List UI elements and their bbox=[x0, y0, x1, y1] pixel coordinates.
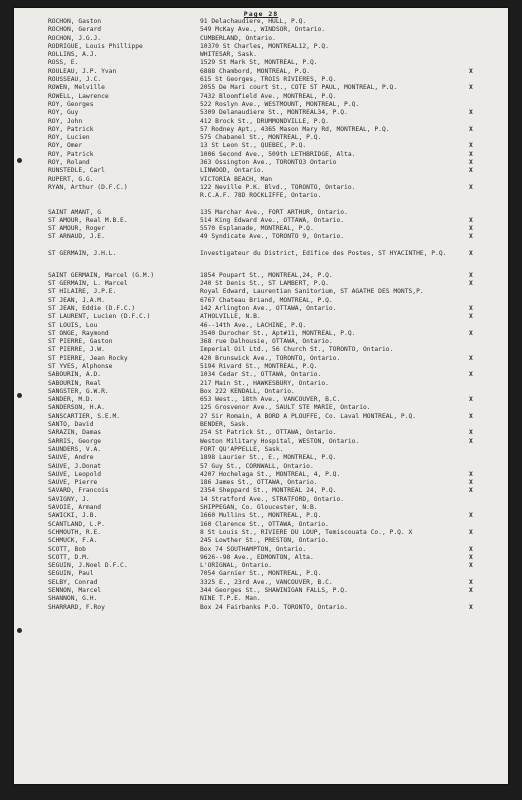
entry-address: LINWOOD, Ontario. bbox=[200, 167, 265, 175]
entry-address: NINE T.P.E. Man. bbox=[200, 595, 261, 603]
list-item bbox=[14, 322, 508, 330]
entry-name: ST PIERRE, J.W. bbox=[48, 346, 105, 354]
list-item bbox=[14, 134, 508, 142]
entry-address: 2354 Sheppard St., MONTREAL 24, P.Q. bbox=[200, 487, 337, 495]
entry-address: 6767 Chateau Briand, MONTREAL, P.Q. bbox=[200, 296, 333, 304]
list-item bbox=[14, 396, 508, 404]
list-item bbox=[14, 280, 508, 288]
entry-list bbox=[14, 18, 508, 612]
list-item bbox=[14, 126, 508, 134]
list-item bbox=[14, 521, 508, 529]
entry-name: SAVIGNY, J. bbox=[48, 495, 90, 503]
entry-name: ROCHON, J.G.J. bbox=[48, 34, 102, 42]
entry-address: 135 Marchar Ave., FORT ARTHUR, Ontario. bbox=[200, 208, 348, 216]
entry-address: 344 Georges St., SHAWINIGAN FALLS, P.Q. bbox=[200, 587, 348, 594]
entry-mark: X bbox=[469, 216, 473, 224]
entry-name: ROY, John bbox=[48, 117, 83, 125]
list-item bbox=[14, 421, 508, 429]
entry-address: 514 King Edward Ave., OTTAWA, Ontario. bbox=[200, 216, 345, 224]
list-item bbox=[14, 18, 508, 26]
entry-mark: X bbox=[469, 562, 473, 570]
entry-name: SARAZIN, Damas bbox=[48, 429, 102, 437]
entry-address: 122 Neville P.K. Blvd., TORONTO, Ontario. bbox=[200, 183, 356, 191]
entry-mark: X bbox=[469, 125, 473, 133]
entry-name: SABOURIN, Real bbox=[48, 379, 102, 387]
list-item bbox=[14, 288, 508, 296]
list-item bbox=[14, 338, 508, 346]
list-item bbox=[14, 487, 508, 495]
entry-name: ROSS, E. bbox=[48, 59, 79, 67]
entry-name: ROY, Guy bbox=[48, 109, 79, 117]
entry-address: 3325 E., 23rd Ave., VANCOUVER, B.C. bbox=[200, 578, 333, 586]
list-item bbox=[14, 184, 508, 192]
entry-name: ROCHON, Gaston bbox=[48, 18, 102, 25]
list-item bbox=[14, 43, 508, 51]
entry-name: ST JEAN, J.A.M. bbox=[48, 296, 105, 304]
entry-name: SAWICKI, J.B. bbox=[48, 512, 98, 520]
entry-mark: X bbox=[469, 329, 473, 337]
entry-address: VICTORIA BEACH, Man bbox=[200, 175, 273, 183]
list-item bbox=[14, 176, 508, 184]
list-item bbox=[14, 380, 508, 388]
entry-mark: X bbox=[469, 578, 473, 586]
entry-name: ST AMOUR, Roger bbox=[48, 225, 105, 233]
list-item bbox=[14, 463, 508, 471]
entry-address: BENDER, Sask. bbox=[200, 421, 250, 429]
entry-mark: X bbox=[469, 412, 473, 420]
list-item bbox=[14, 330, 508, 338]
entry-name: SEGUIN, J.Noel D.F.C. bbox=[48, 562, 128, 570]
document-page bbox=[14, 8, 508, 784]
entry-name: SAUVE, J.Donat bbox=[48, 462, 102, 470]
entry-address: 368 rue Dalhousie, OTTAWA, Ontario. bbox=[200, 338, 333, 346]
entry-name: ROY, Omer bbox=[48, 142, 83, 150]
entry-name: SANDER, M.D. bbox=[48, 396, 94, 404]
entry-mark: X bbox=[469, 249, 473, 257]
entry-address: ATHOLVILLE, N.B. bbox=[200, 313, 261, 321]
list-item bbox=[14, 118, 508, 126]
entry-mark: X bbox=[469, 512, 473, 520]
entry-address: 420 Brunswick Ave., TORONTO, Ontario. bbox=[200, 354, 341, 362]
entry-mark: X bbox=[469, 109, 473, 117]
entry-mark: X bbox=[469, 233, 473, 241]
list-item bbox=[14, 404, 508, 412]
list-item bbox=[14, 313, 508, 321]
list-item bbox=[14, 604, 508, 612]
entry-address: SHIPPEGAN, Co. Gloucester, N.B. bbox=[200, 504, 318, 512]
list-item bbox=[14, 529, 508, 537]
entry-address: 142 Arlington Ave., OTTAWA, Ontario. bbox=[200, 304, 337, 312]
list-item bbox=[14, 446, 508, 454]
entry-address: R.C.A.F. 78D ROCKLIFFE, Ontario. bbox=[200, 192, 322, 200]
entry-address: 412 Brock St., DRUMMONDVILLE, P.Q. bbox=[200, 117, 329, 125]
entry-name: SABOURIN, A.D. bbox=[48, 371, 102, 379]
entry-name: SAVARD, Francois bbox=[48, 487, 109, 495]
list-item bbox=[14, 35, 508, 43]
entry-mark: X bbox=[469, 545, 473, 553]
entry-mark: X bbox=[469, 150, 473, 158]
entry-address: 1854 Poupart St., MONTREAL,24, P.Q. bbox=[200, 271, 333, 279]
entry-name: ROY, Patrick bbox=[48, 150, 94, 158]
entry-name: SAINT AMANT, G bbox=[48, 208, 102, 216]
entry-address: 4207 Hochelaga St., MONTREAL, 4, P.Q. bbox=[200, 470, 341, 478]
entry-address: 57 Rodney Apt., 4365 Mason Mary Rd, MONTREAL, P.Q. bbox=[200, 125, 390, 133]
entry-address: 125 Grosvenor Ave., SAULT STE MARIE, Ontario. bbox=[200, 404, 371, 412]
list-item bbox=[14, 272, 508, 280]
entry-address: 7054 Garnier St., MONTREAL, P.Q. bbox=[200, 570, 322, 578]
entry-name: SCOTT, D.M. bbox=[48, 553, 90, 561]
entry-address: CUMBERLAND, Ontario. bbox=[200, 34, 276, 42]
entry-name: SAUVE, Pierre bbox=[48, 479, 98, 487]
entry-address: 217 Main St., HAWKESBURY, Ontario. bbox=[200, 379, 329, 387]
list-item bbox=[14, 471, 508, 479]
entry-name: ST LAURENT, Lucien (D.F.C.) bbox=[48, 313, 151, 321]
entry-address: 1006 Second Ave., 509th LETHBRIDGE, Alta. bbox=[200, 150, 356, 158]
entry-address: 1529 St Mark St, MONTREAL, P.Q. bbox=[200, 59, 318, 67]
list-item bbox=[14, 26, 508, 34]
entry-address: 10370 St Charles, MONTREAL12, P.Q. bbox=[200, 42, 329, 50]
list-item bbox=[14, 454, 508, 462]
list-item bbox=[14, 51, 508, 59]
entry-address: 615 St Georges, TROIS RIVIERES, P.Q. bbox=[200, 76, 337, 84]
entry-name: ST PIERRE, Jean Rocky bbox=[48, 354, 128, 362]
list-item bbox=[14, 438, 508, 446]
entry-name: ROULEAU, J.P. Yvan bbox=[48, 67, 117, 75]
list-item bbox=[14, 355, 508, 363]
entry-name: ST ONGE, Raymond bbox=[48, 329, 109, 337]
entry-name: SAINT GERMAIN, Marcel (G.M.) bbox=[48, 271, 155, 279]
entry-mark: X bbox=[469, 603, 473, 611]
entry-name: ST AMOUR, Real M.B.E. bbox=[48, 216, 128, 224]
entry-name: ROY, Lucien bbox=[48, 134, 90, 142]
list-item bbox=[14, 59, 508, 67]
list-item bbox=[14, 429, 508, 437]
entry-address: 575 Chabanel St., MONTREAL, P.Q. bbox=[200, 134, 322, 142]
entry-mark: X bbox=[469, 159, 473, 167]
entry-address: 7432 Bloomfield Ave., MONTREAL, P.Q. bbox=[200, 92, 337, 100]
entry-name: ST HILAIRE, J.P.E. bbox=[48, 288, 117, 296]
entry-mark: X bbox=[469, 553, 473, 561]
list-item bbox=[14, 587, 508, 595]
entry-name: RUNSTEDLE, Carl bbox=[48, 167, 105, 175]
entry-name: SANSCARTIER, S.E.M. bbox=[48, 412, 121, 420]
entry-address: WHITESAR, Sask. bbox=[200, 51, 257, 59]
entry-name: ROWELL, Lawrence bbox=[48, 92, 109, 100]
list-item bbox=[14, 371, 508, 379]
list-item bbox=[14, 217, 508, 225]
entry-address: Box 222 KENDALL, Ontario. bbox=[200, 387, 295, 395]
list-item bbox=[14, 537, 508, 545]
entry-address: 5194 Rivard St., MONTREAL, P.Q. bbox=[200, 362, 318, 370]
entry-name: SEGUIN, Paul bbox=[48, 570, 94, 578]
list-item bbox=[14, 496, 508, 504]
list-item bbox=[14, 305, 508, 313]
entry-address: 254 St Patrick St., OTTAWA, Ontario. bbox=[200, 429, 337, 437]
entry-address: 549 McKay Ave., WINDSOR, Ontario. bbox=[200, 26, 326, 34]
entry-name: ROWEN, Melville bbox=[48, 84, 105, 92]
entry-address: Box 74 SOUTHAMPTON, Ontario. bbox=[200, 545, 307, 553]
entry-mark: X bbox=[469, 271, 473, 279]
entry-address: 5309 Delanaudiere St., MONTREAL34, P.Q. bbox=[200, 109, 348, 117]
list-item bbox=[14, 225, 508, 233]
entry-name: ST YVES, Alphonse bbox=[48, 362, 113, 370]
entry-address: 160 Clarence St., OTTAWA, Ontario. bbox=[200, 520, 329, 528]
entry-mark: X bbox=[469, 479, 473, 487]
entry-name: SHARRARD, F.Roy bbox=[48, 603, 105, 611]
list-item bbox=[14, 109, 508, 117]
punch-hole bbox=[17, 628, 22, 633]
entry-address: 1660 Mullins St., MONTREAL, P.Q. bbox=[200, 512, 322, 520]
entry-address: 1898 Laurier St., E., MONTREAL, P.Q. bbox=[200, 454, 337, 462]
list-item bbox=[14, 76, 508, 84]
entry-mark: X bbox=[469, 396, 473, 404]
list-item bbox=[14, 233, 508, 241]
entry-name: ROCHON, Gerard bbox=[48, 26, 102, 34]
list-item bbox=[14, 388, 508, 396]
entry-address: 363 Ossington Ave., TORONTO3 Ontario bbox=[200, 159, 337, 167]
entry-name: SANGSTER, G.W.R. bbox=[48, 387, 109, 395]
entry-name: SAUNDERS, V.A. bbox=[48, 445, 102, 453]
entry-mark: X bbox=[469, 587, 473, 594]
entry-mark: X bbox=[469, 429, 473, 437]
entry-address: FORT QU'APPELLE, Sask. bbox=[200, 445, 284, 453]
page-number: Page 28 bbox=[243, 10, 279, 18]
entry-address: L'ORIGNAL, Ontario. bbox=[200, 562, 273, 570]
list-item bbox=[14, 554, 508, 562]
entry-address: Investigateur du District, Edifice des Postes, ST HYACINTHE, P.Q. bbox=[200, 249, 447, 257]
entry-address: 91 Delachaudiere, HULL, P.Q. bbox=[200, 18, 307, 25]
entry-name: ROLLINS, A.J. bbox=[48, 51, 98, 59]
entry-name: ST LOUIS, Lou bbox=[48, 321, 98, 329]
entry-address: 653 West., 18th Ave., VANCOUVER, B.C. bbox=[200, 396, 341, 404]
entry-address: 1034 Cedar St., OTTAWA, Ontario. bbox=[200, 371, 322, 379]
entry-mark: X bbox=[469, 67, 473, 75]
entry-mark: X bbox=[469, 371, 473, 379]
list-item bbox=[14, 570, 508, 578]
entry-mark: X bbox=[469, 437, 473, 445]
entry-name: RODRIGUE, Louis Phillippe bbox=[48, 42, 143, 50]
list-item bbox=[14, 151, 508, 159]
list-item bbox=[14, 413, 508, 421]
entry-name: SAUVE, Leopold bbox=[48, 470, 102, 478]
entry-address: 5570 Esplanade, MONTREAL, P.Q. bbox=[200, 225, 314, 233]
list-item bbox=[14, 192, 508, 200]
entry-address: 8 St Louis St., RIVIERE DU LOUP, Temiscouata Co., P.Q. X bbox=[200, 528, 413, 536]
list-item bbox=[14, 595, 508, 603]
entry-name: SENNON, Marcel bbox=[48, 587, 102, 594]
entry-address: 46--14th Ave., LACHINE, P.Q. bbox=[200, 321, 307, 329]
entry-name: ST JEAN, Eddie (D.F.C.) bbox=[48, 304, 136, 312]
entry-name: ROY, Roland bbox=[48, 159, 90, 167]
entry-mark: X bbox=[469, 528, 473, 536]
entry-mark: X bbox=[469, 142, 473, 150]
entry-name: SELBY, Conrad bbox=[48, 578, 98, 586]
entry-mark: X bbox=[469, 84, 473, 92]
entry-name: RUPERT, G.G. bbox=[48, 175, 94, 183]
entry-address: Box 24 Fairbanks P.O. TORONTO, Ontario. bbox=[200, 603, 348, 611]
list-item bbox=[14, 93, 508, 101]
entry-name: ROUSSEAU, J.C. bbox=[48, 76, 102, 84]
entry-name: SCHMOUTH, R.E. bbox=[48, 528, 102, 536]
list-item bbox=[14, 579, 508, 587]
list-item bbox=[14, 101, 508, 109]
entry-address: 3540 Durocher St., Apt#11, MONTREAL, P.Q. bbox=[200, 329, 356, 337]
list-item bbox=[14, 363, 508, 371]
entry-address: 6888 Chambord, MONTREAL, P.Q. bbox=[200, 67, 310, 75]
entry-name: SAVOIE, Armand bbox=[48, 504, 102, 512]
entry-address: 9626--98 Ave., EDMONTON, Alta. bbox=[200, 553, 314, 561]
entry-name: ROY, Patrick bbox=[48, 125, 94, 133]
entry-mark: X bbox=[469, 167, 473, 175]
list-item bbox=[14, 209, 508, 217]
entry-name: SAUVE, Andre bbox=[48, 454, 94, 462]
list-item bbox=[14, 250, 508, 264]
entry-mark: X bbox=[469, 304, 473, 312]
entry-address: 27 Sir Romain, A BORD A PLOUFFE, Co. Laval MONTREAL, P.Q. bbox=[200, 412, 417, 420]
entry-name: SANTO, David bbox=[48, 421, 94, 429]
entry-mark: X bbox=[469, 313, 473, 321]
entry-address: 14 Stratford Ave., STRATFORD, Ontario. bbox=[200, 495, 345, 503]
entry-mark: X bbox=[469, 470, 473, 478]
entry-name: SANDERSON, H.A. bbox=[48, 404, 105, 412]
entry-name: ST GERMAIN, L. Marcel bbox=[48, 280, 128, 288]
entry-mark: X bbox=[469, 487, 473, 495]
entry-address: 522 Roslyn Ave., WESTMOUNT, MONTREAL, P.Q. bbox=[200, 100, 360, 108]
list-item bbox=[14, 479, 508, 487]
entry-mark: X bbox=[469, 354, 473, 362]
list-item bbox=[14, 159, 508, 167]
entry-address: 13 St Leon St., QUEBEC, P.Q. bbox=[200, 142, 307, 150]
list-item bbox=[14, 167, 508, 175]
entry-name: SCHMUCK, F.A. bbox=[48, 537, 98, 545]
entry-address: Royal Edward, Laurentian Sanitorium, ST AGATHE DES MONTS,P. bbox=[200, 288, 424, 296]
list-item bbox=[14, 504, 508, 512]
entry-name: RYAN, Arthur (D.F.C.) bbox=[48, 183, 128, 191]
entry-address: Weston Military Hospital, WESTON, Ontario. bbox=[200, 437, 360, 445]
entry-address: 57 Guy St., CORNWALL, Ontario. bbox=[200, 462, 314, 470]
entry-mark: X bbox=[469, 183, 473, 191]
entry-address: 186 James St., OTTAWA, Ontario. bbox=[200, 479, 318, 487]
list-item bbox=[14, 142, 508, 150]
list-item bbox=[14, 297, 508, 305]
entry-address: Imperial Oil Ltd., 56 Church St., TORONTO, Ontario. bbox=[200, 346, 394, 354]
entry-name: ST ARNAUD, J.E. bbox=[48, 233, 105, 241]
list-item bbox=[14, 84, 508, 92]
entry-name: ST GERMAIN, J.H.L. bbox=[48, 249, 117, 257]
entry-address: 49 Syndicate Ave., TORONTO 9, Ontario. bbox=[200, 233, 345, 241]
list-item bbox=[14, 512, 508, 520]
list-item bbox=[14, 346, 508, 354]
entry-name: SCANTLAND, L.P. bbox=[48, 520, 105, 528]
list-item bbox=[14, 68, 508, 76]
entry-mark: X bbox=[469, 280, 473, 288]
entry-name: ROY, Georges bbox=[48, 100, 94, 108]
entry-mark: X bbox=[469, 225, 473, 233]
entry-name: SCOTT, Bob bbox=[48, 545, 86, 553]
entry-address: 2055 De Mari court St., COTE ST PAUL, MONTREAL, P.Q. bbox=[200, 84, 398, 92]
list-item bbox=[14, 546, 508, 554]
list-item bbox=[14, 562, 508, 570]
entry-address: 240 St Denis St., ST LAMBERT, P.Q. bbox=[200, 280, 329, 288]
entry-name: ST PIERRE, Gaston bbox=[48, 338, 113, 346]
entry-address: 245 Lowther St., PRESTON, Ontario. bbox=[200, 537, 329, 545]
entry-name: SHANNON, G.H. bbox=[48, 595, 98, 603]
entry-name: SARRIS, George bbox=[48, 437, 102, 445]
